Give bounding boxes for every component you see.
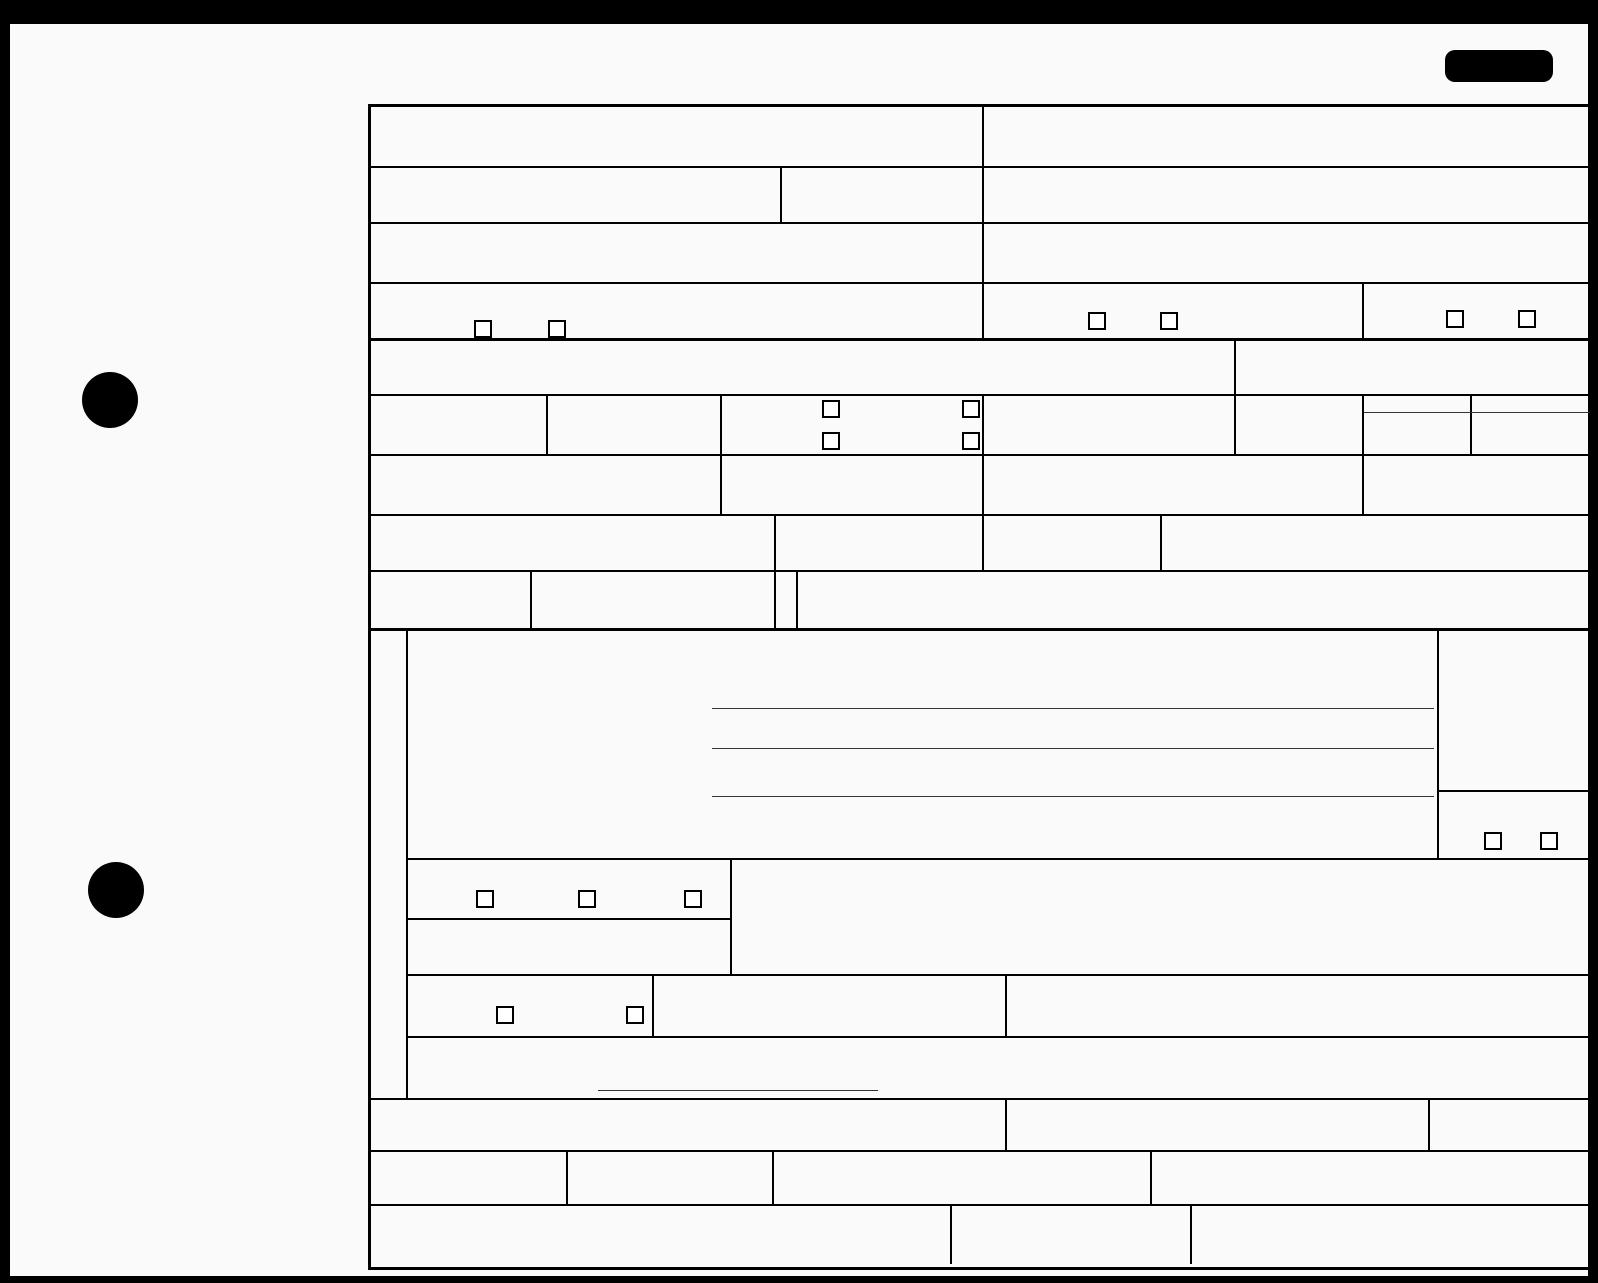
checkbox-farm-no[interactable] xyxy=(1518,310,1536,328)
checkbox-accident[interactable] xyxy=(476,890,494,908)
checkbox-homicide[interactable] xyxy=(684,890,702,908)
form-frame xyxy=(368,104,1593,1270)
redacted-block xyxy=(1445,50,1553,82)
checkbox-suicide[interactable] xyxy=(578,890,596,908)
checkbox-inside-city-no[interactable] xyxy=(548,320,566,338)
checkbox-autopsy-no[interactable] xyxy=(1540,832,1558,850)
checkbox-married[interactable] xyxy=(822,400,840,418)
checkbox-inside-city-yes[interactable] xyxy=(474,320,492,338)
checkbox-res-inside-yes[interactable] xyxy=(1088,312,1106,330)
checkbox-never-married[interactable] xyxy=(962,400,980,418)
checkbox-farm-yes[interactable] xyxy=(1446,310,1464,328)
checkbox-while-at-work[interactable] xyxy=(496,1006,514,1024)
checkbox-divorced[interactable] xyxy=(962,432,980,450)
checkbox-res-inside-no[interactable] xyxy=(1160,312,1178,330)
checkbox-autopsy-yes[interactable] xyxy=(1484,832,1502,850)
checkbox-not-while-at-work[interactable] xyxy=(626,1006,644,1024)
checkbox-widowed[interactable] xyxy=(822,432,840,450)
punch-hole-bottom xyxy=(88,862,144,918)
punch-hole-top xyxy=(82,372,138,428)
